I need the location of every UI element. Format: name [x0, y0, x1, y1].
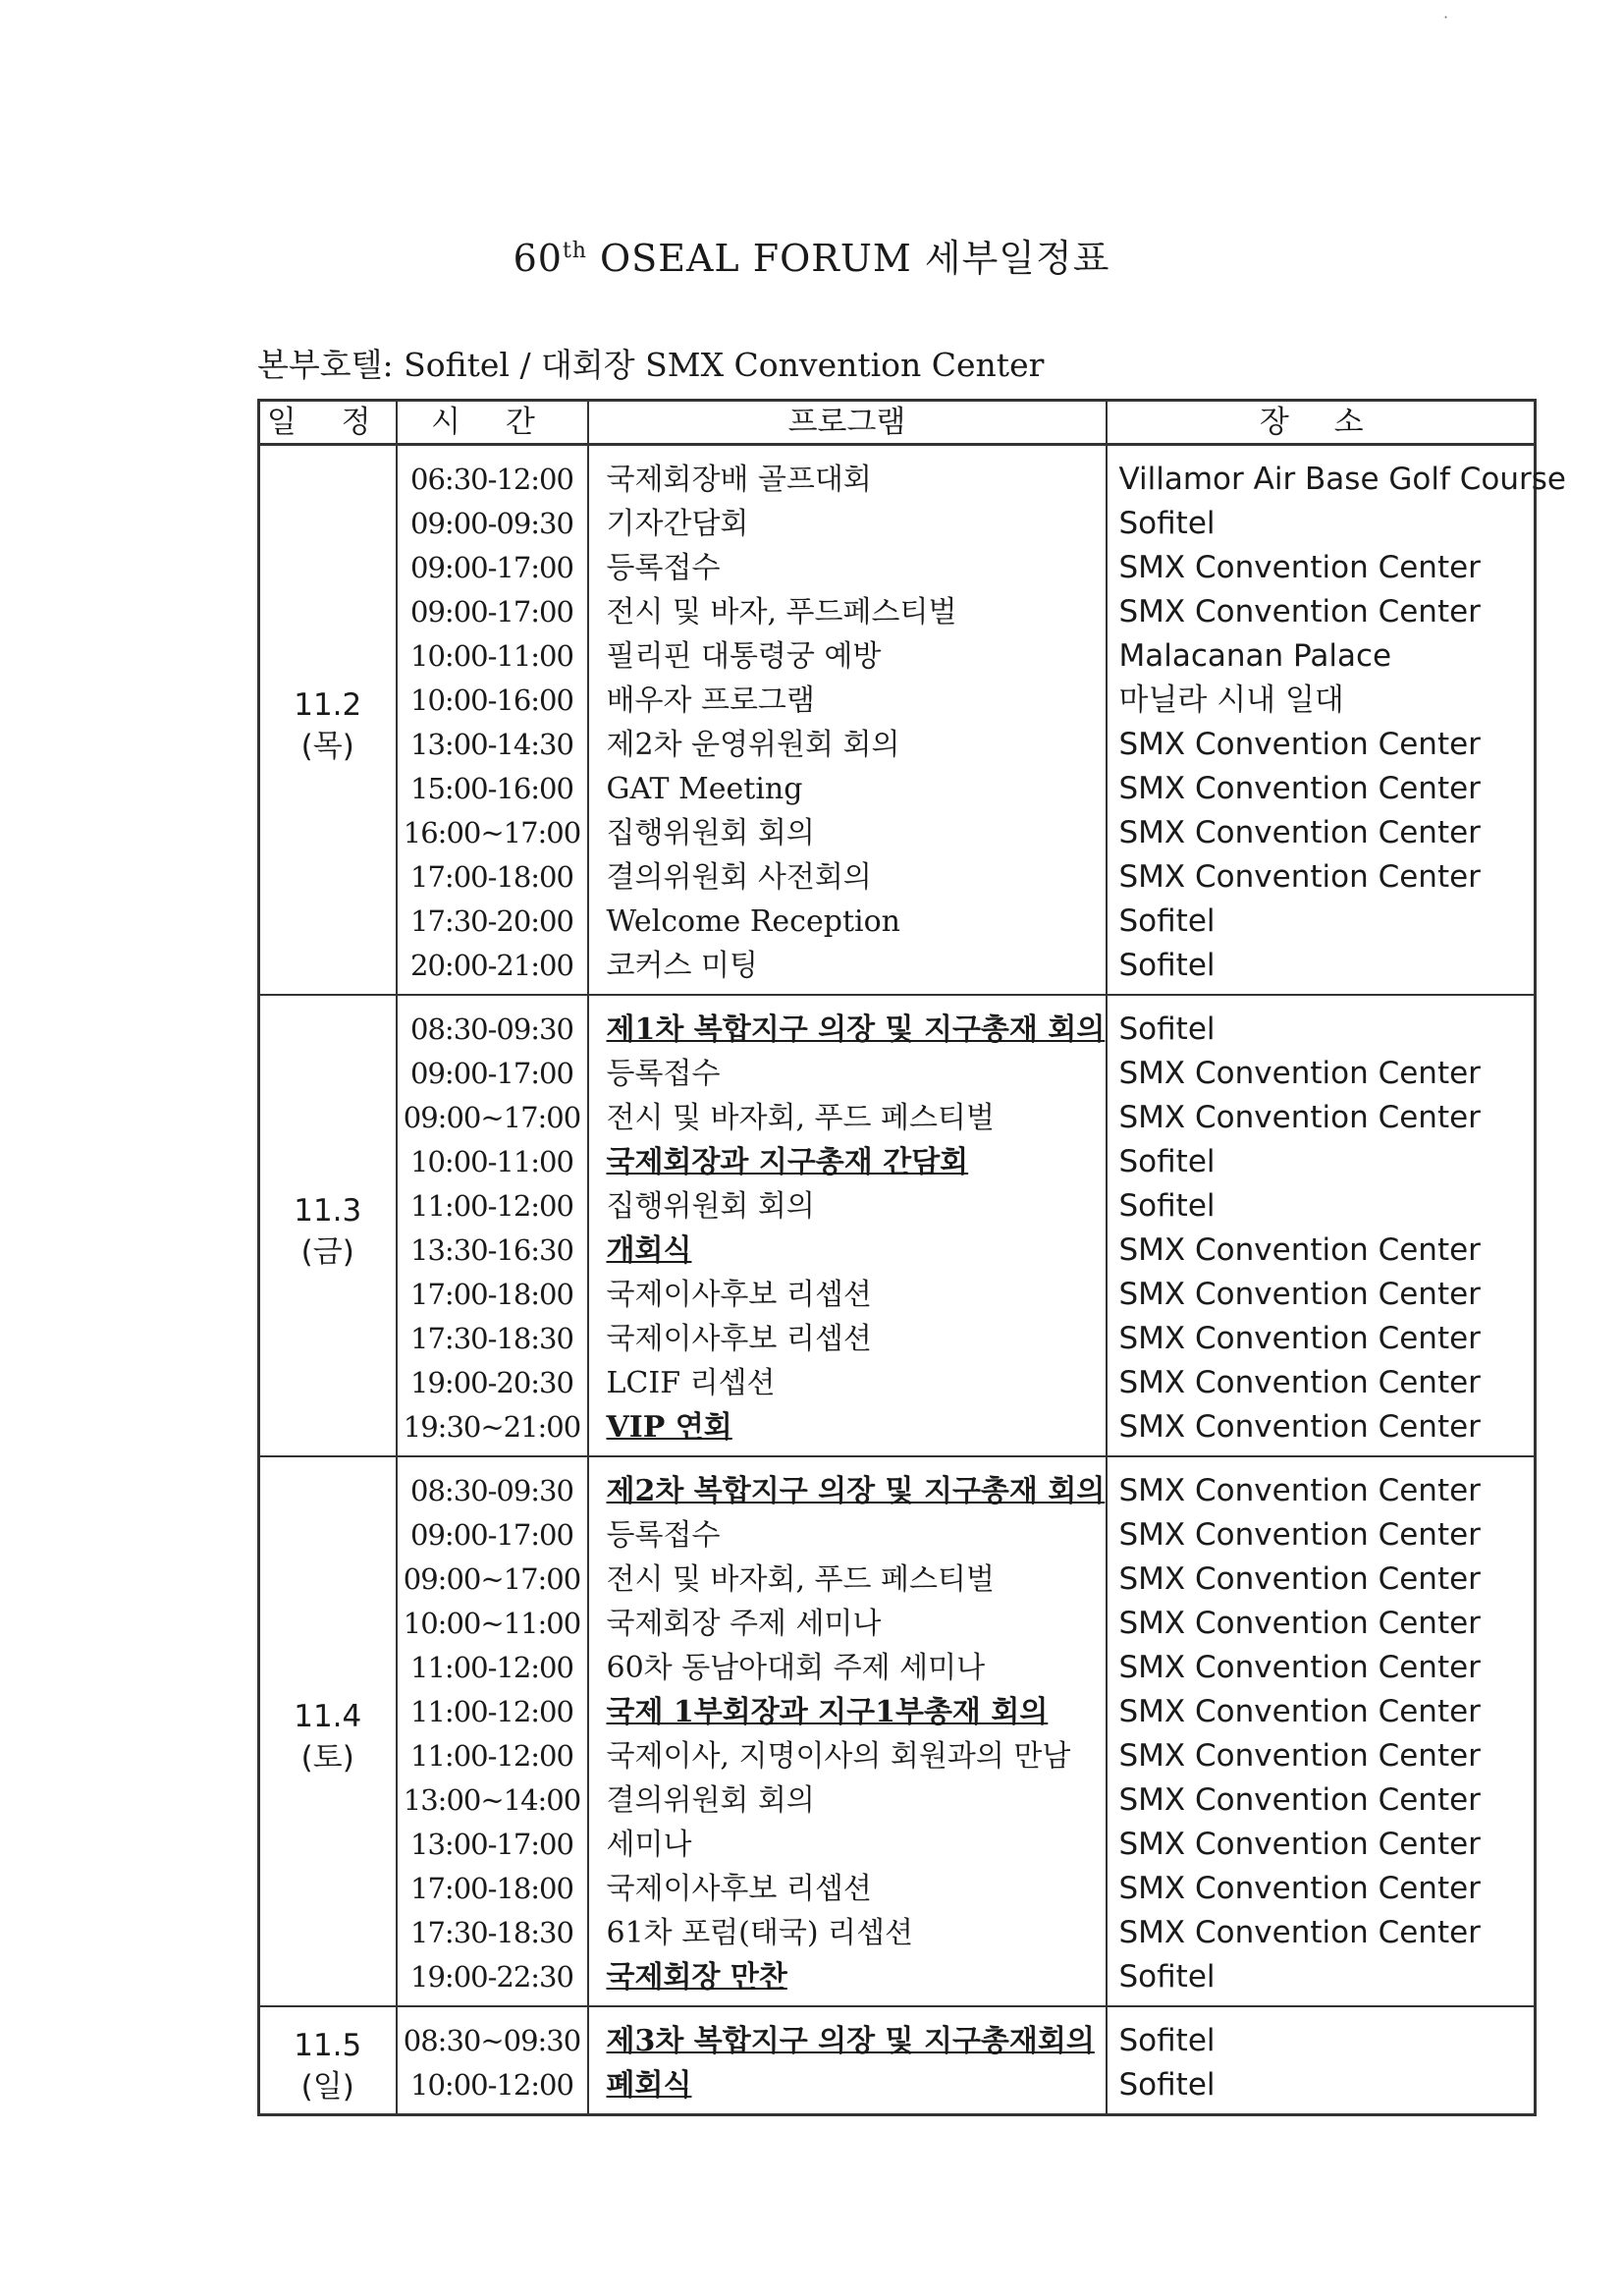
schedule-row: [259, 767, 1536, 811]
event-program: [588, 944, 1107, 995]
event-program-text: 등록접수: [606, 1057, 721, 1091]
event-time: 13:00~14:00: [397, 1778, 588, 1823]
event-time: 10:00-11:00: [397, 634, 588, 679]
event-program: [588, 679, 1107, 723]
schedule-row: [259, 1646, 1536, 1690]
schedule-row: [259, 1096, 1536, 1140]
event-program-text: 세미나: [606, 1828, 692, 1862]
day-weekday: (토): [300, 1740, 354, 1776]
event-program-text: 코커스 미팅: [606, 949, 758, 983]
event-program-text: 국제 1부회장과 지구1부총재 회의: [606, 1695, 1049, 1729]
event-time: 10:00-16:00: [397, 679, 588, 723]
header-place: 장 소: [1107, 401, 1536, 445]
event-place: Sofitel: [1107, 1140, 1536, 1184]
schedule-row: [259, 634, 1536, 679]
day-weekday: (목): [300, 729, 354, 764]
event-time: 10:00-11:00: [397, 1140, 588, 1184]
event-program: [588, 1778, 1107, 1823]
schedule-row: [259, 1602, 1536, 1646]
event-program-text: 국제회장 만찬: [606, 1960, 787, 1995]
event-time: 11:00-12:00: [397, 1646, 588, 1690]
event-place: Sofitel: [1107, 1184, 1536, 1229]
event-program: [588, 502, 1107, 546]
event-program: [588, 1867, 1107, 1911]
event-program: [588, 1955, 1107, 2006]
event-place: SMX Convention Center: [1107, 1558, 1536, 1602]
event-program: [588, 1096, 1107, 1140]
event-time: 08:30-09:30: [397, 1456, 588, 1513]
event-program-text: 배우자 프로그램: [606, 683, 815, 718]
schedule-row: [259, 855, 1536, 900]
schedule-row: [259, 1823, 1536, 1867]
schedule-row: [259, 811, 1536, 855]
event-program-text: 전시 및 바자, 푸드페스티벌: [606, 595, 957, 629]
schedule-row: [259, 679, 1536, 723]
event-program: [588, 767, 1107, 811]
event-time: 10:00~11:00: [397, 1602, 588, 1646]
event-program-text: 국제회장과 지구총재 간담회: [606, 1145, 969, 1179]
event-time: 09:00~17:00: [397, 1558, 588, 1602]
event-time: 19:30~21:00: [397, 1405, 588, 1456]
schedule-row: [259, 1911, 1536, 1955]
event-program: [588, 1140, 1107, 1184]
event-time: 09:00-17:00: [397, 1052, 588, 1096]
event-program: [588, 1184, 1107, 1229]
venue-subtitle: 본부호텔: Sofitel / 대회장 SMX Convention Center: [257, 346, 1045, 384]
event-time: 11:00-12:00: [397, 1690, 588, 1734]
event-time: 09:00-17:00: [397, 590, 588, 634]
schedule-row: [259, 445, 1536, 503]
schedule-row: [259, 1317, 1536, 1361]
event-place: SMX Convention Center: [1107, 1229, 1536, 1273]
event-program-text: 집행위원회 회의: [606, 1189, 815, 1224]
event-program: [588, 1823, 1107, 1867]
event-program-text: 필리핀 대통령궁 예방: [606, 639, 882, 674]
schedule-row: [259, 2006, 1536, 2063]
event-place: SMX Convention Center: [1107, 855, 1536, 900]
event-program-text: 기자간담회: [606, 507, 749, 541]
event-time: 08:30~09:30: [397, 2006, 588, 2063]
event-program-text: 국제회장배 골프대회: [606, 463, 872, 497]
day-date: 11.3: [294, 1193, 362, 1229]
event-place: Sofitel: [1107, 944, 1536, 995]
event-program: [588, 855, 1107, 900]
event-program-text: 제3차 복합지구 의장 및 지구총재회의: [606, 2024, 1095, 2058]
event-place: SMX Convention Center: [1107, 1096, 1536, 1140]
event-time: 17:00-18:00: [397, 855, 588, 900]
event-program-text: 60차 동남아대회 주제 세미나: [606, 1651, 986, 1685]
event-place: Sofitel: [1107, 995, 1536, 1052]
schedule-row: [259, 1229, 1536, 1273]
day-cell: [259, 1456, 397, 2006]
event-program-text: 폐회식: [606, 2068, 692, 2103]
schedule-body: [259, 445, 1566, 2115]
event-place: Villamor Air Base Golf Course: [1107, 445, 1536, 503]
schedule-row: [259, 546, 1536, 590]
event-place: SMX Convention Center: [1107, 723, 1536, 767]
day-cell: [259, 445, 397, 996]
event-program: [588, 634, 1107, 679]
schedule-table: [257, 399, 1566, 2116]
event-place: SMX Convention Center: [1107, 546, 1536, 590]
schedule-row: [259, 723, 1536, 767]
event-place: SMX Convention Center: [1107, 1513, 1536, 1558]
day-weekday: (일): [300, 2069, 354, 2105]
event-program-text: 전시 및 바자회, 푸드 페스티벌: [606, 1562, 995, 1597]
event-time: 11:00-12:00: [397, 1734, 588, 1778]
event-program: [588, 1646, 1107, 1690]
day-cell: [259, 995, 397, 1456]
event-time: 17:00-18:00: [397, 1867, 588, 1911]
schedule-row: [259, 1690, 1536, 1734]
schedule-row: [259, 1405, 1536, 1456]
event-program: [588, 1405, 1107, 1456]
schedule-row: [259, 590, 1536, 634]
event-time: 09:00-09:30: [397, 502, 588, 546]
event-program: [588, 1052, 1107, 1096]
event-time: 19:00-20:30: [397, 1361, 588, 1405]
event-time: 15:00-16:00: [397, 767, 588, 811]
event-place: SMX Convention Center: [1107, 1317, 1536, 1361]
event-place: SMX Convention Center: [1107, 1405, 1536, 1456]
event-program: [588, 1273, 1107, 1317]
event-place: 마닐라 시내 일대: [1107, 679, 1536, 723]
event-time: 09:00~17:00: [397, 1096, 588, 1140]
event-time: 20:00-21:00: [397, 944, 588, 995]
schedule-row: [259, 2063, 1536, 2115]
schedule-row: [259, 502, 1536, 546]
event-time: 17:30-20:00: [397, 900, 588, 944]
event-program-text: 제2차 복합지구 의장 및 지구총재 회의: [606, 1474, 1106, 1508]
event-program: [588, 1911, 1107, 1955]
schedule-row: [259, 1778, 1536, 1823]
event-place: SMX Convention Center: [1107, 1734, 1536, 1778]
event-program: [588, 1513, 1107, 1558]
schedule-row: [259, 1558, 1536, 1602]
event-program-text: 전시 및 바자회, 푸드 페스티벌: [606, 1101, 995, 1135]
schedule-row: [259, 944, 1536, 995]
event-time: 17:30-18:30: [397, 1317, 588, 1361]
event-time: 13:00-17:00: [397, 1823, 588, 1867]
event-program: [588, 723, 1107, 767]
schedule-row: [259, 1734, 1536, 1778]
event-time: 10:00-12:00: [397, 2063, 588, 2115]
event-program: [588, 811, 1107, 855]
schedule-row: [259, 1052, 1536, 1096]
event-program-text: 등록접수: [606, 1518, 721, 1553]
event-place: SMX Convention Center: [1107, 1361, 1536, 1405]
event-place: SMX Convention Center: [1107, 1602, 1536, 1646]
event-program-text: 61차 포럼(태국) 리셉션: [606, 1916, 913, 1950]
event-place: SMX Convention Center: [1107, 1690, 1536, 1734]
event-time: 17:00-18:00: [397, 1273, 588, 1317]
schedule-row: [259, 1867, 1536, 1911]
event-program-text: 제1차 복합지구 의장 및 지구총재 회의: [606, 1012, 1106, 1047]
event-program: [588, 2006, 1107, 2063]
event-place: SMX Convention Center: [1107, 1273, 1536, 1317]
event-program: [588, 1734, 1107, 1778]
event-program: [588, 2063, 1107, 2115]
event-time: 13:00-14:30: [397, 723, 588, 767]
day-date: 11.2: [294, 687, 362, 723]
event-place: SMX Convention Center: [1107, 1778, 1536, 1823]
event-place: SMX Convention Center: [1107, 1052, 1536, 1096]
event-program-text: 개회식: [606, 1233, 692, 1268]
event-program-text: 국제이사후보 리셉션: [606, 1278, 872, 1312]
event-place: SMX Convention Center: [1107, 1456, 1536, 1513]
day-cell: [259, 2006, 397, 2115]
event-program-text: GAT Meeting: [606, 772, 803, 806]
event-program-text: 결의위원회 회의: [606, 1783, 815, 1818]
schedule-row: [259, 900, 1536, 944]
event-place: SMX Convention Center: [1107, 1646, 1536, 1690]
event-program-text: 국제회장 주제 세미나: [606, 1607, 882, 1641]
event-program: [588, 1558, 1107, 1602]
event-time: 16:00~17:00: [397, 811, 588, 855]
event-program: [588, 1690, 1107, 1734]
event-program: [588, 445, 1107, 503]
event-place: Sofitel: [1107, 2063, 1536, 2115]
scan-speck: ·: [1443, 8, 1449, 27]
event-program: [588, 1602, 1107, 1646]
event-place: SMX Convention Center: [1107, 1911, 1536, 1955]
event-place: Malacanan Palace: [1107, 634, 1536, 679]
schedule-row: [259, 1273, 1536, 1317]
event-time: 06:30-12:00: [397, 445, 588, 503]
schedule-row: [259, 1140, 1536, 1184]
event-time: 13:30-16:30: [397, 1229, 588, 1273]
event-place: SMX Convention Center: [1107, 811, 1536, 855]
event-time: 09:00-17:00: [397, 1513, 588, 1558]
schedule-row: [259, 995, 1536, 1052]
event-program: [588, 1361, 1107, 1405]
schedule-row: [259, 1955, 1536, 2006]
event-time: 11:00-12:00: [397, 1184, 588, 1229]
day-date: 11.5: [294, 2028, 362, 2063]
event-program: [588, 995, 1107, 1052]
event-program-text: VIP 연회: [606, 1410, 732, 1445]
event-program-text: 국제이사, 지명이사의 회원과의 만남: [606, 1739, 1071, 1774]
header-time: 시 간: [397, 401, 588, 445]
event-program: [588, 1229, 1107, 1273]
event-place: Sofitel: [1107, 1955, 1536, 2006]
header-date: 일 정: [259, 401, 397, 445]
schedule-row: [259, 1513, 1536, 1558]
event-time: 09:00-17:00: [397, 546, 588, 590]
event-place: SMX Convention Center: [1107, 1867, 1536, 1911]
event-time: 08:30-09:30: [397, 995, 588, 1052]
event-program: [588, 1456, 1107, 1513]
event-program: [588, 546, 1107, 590]
event-time: 19:00-22:30: [397, 1955, 588, 2006]
day-weekday: (금): [300, 1234, 354, 1270]
event-program-text: 결의위원회 사전회의: [606, 860, 872, 895]
header-program: 프로그램: [588, 401, 1107, 445]
event-time: 17:30-18:30: [397, 1911, 588, 1955]
event-program-text: 등록접수: [606, 551, 721, 585]
page-title: 60th OSEAL FORUM 세부일정표: [513, 237, 1110, 280]
event-place: SMX Convention Center: [1107, 767, 1536, 811]
schedule-row: [259, 1456, 1536, 1513]
event-place: Sofitel: [1107, 2006, 1536, 2063]
event-program-text: 제2차 운영위원회 회의: [606, 728, 900, 762]
event-program-text: 집행위원회 회의: [606, 816, 815, 850]
event-program-text: Welcome Reception: [606, 904, 900, 939]
event-place: Sofitel: [1107, 502, 1536, 546]
schedule-row: [259, 1184, 1536, 1229]
event-program: [588, 590, 1107, 634]
event-program-text: 국제이사후보 리셉션: [606, 1322, 872, 1356]
event-program-text: 국제이사후보 리셉션: [606, 1872, 872, 1906]
event-place: SMX Convention Center: [1107, 1823, 1536, 1867]
event-program: [588, 1317, 1107, 1361]
event-place: Sofitel: [1107, 900, 1536, 944]
event-program-text: LCIF 리셉션: [606, 1366, 776, 1400]
schedule-row: [259, 1361, 1536, 1405]
day-date: 11.4: [294, 1699, 362, 1734]
event-program: [588, 900, 1107, 944]
event-place: SMX Convention Center: [1107, 590, 1536, 634]
header-row: [259, 401, 1536, 445]
